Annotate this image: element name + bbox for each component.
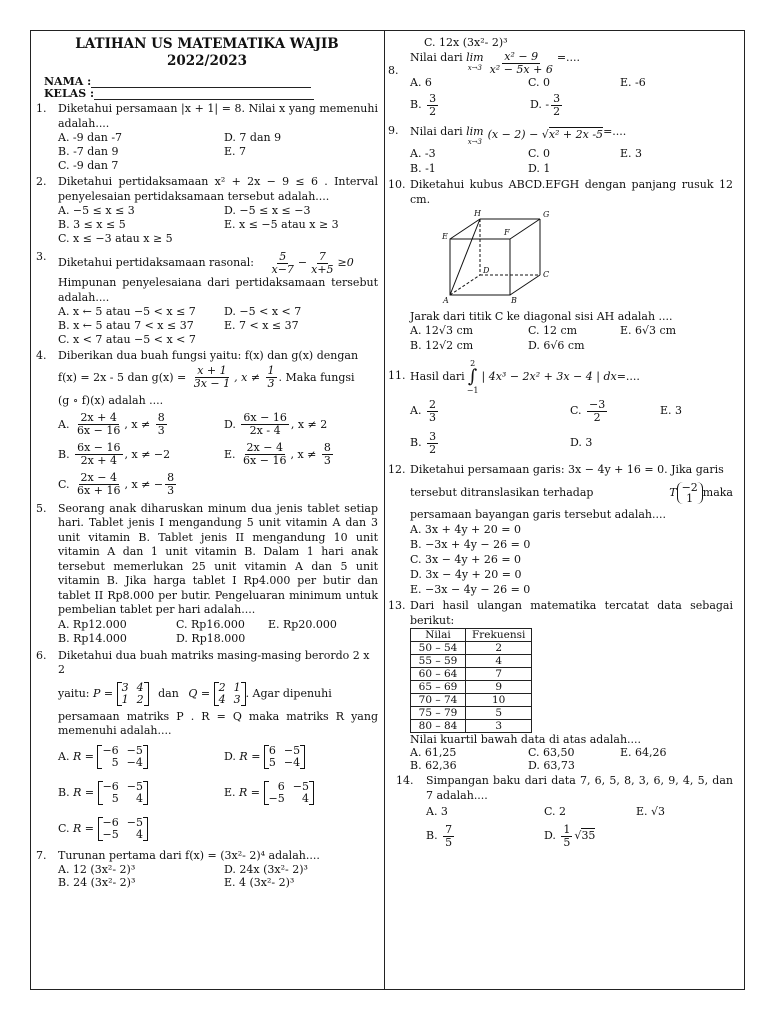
option[interactable]: E. 4 (3x²- 2)³ <box>224 876 295 889</box>
option[interactable]: C. $\frac{2x - 4}{6x + 16}$ , x ≠ − $\frac{8}{3}$ <box>58 471 175 497</box>
cube-label-h: H <box>474 209 481 218</box>
question-12: 12. Diketahui persamaan garis: 3x − 4y + 16 = 0. Jika garis tersebut ditranslasikan terhadap T −2 1 maka persamaan bayangan garis tersebut adalah.... A. 3x + 4y + 20 = 0 B. −3x + 4y − 26 = 0 C. 3x − 4y + 26 = 0 D. 3x − 4y + 20 = 0 E. −3x − 4y − 26 = 0 <box>388 463 733 596</box>
option[interactable]: E. 64,26 <box>620 746 667 759</box>
option[interactable]: C. x ≤ −3 atau x ≥ 5 <box>58 232 173 245</box>
table-row: 55 – 59 4 <box>411 655 532 668</box>
option[interactable]: E. -6 <box>620 75 646 89</box>
option[interactable]: E. √3 <box>636 805 666 818</box>
frequency-table <box>410 628 532 733</box>
option[interactable]: C. x < 7 atau −5 < x < 7 <box>58 333 196 346</box>
option[interactable]: B. −3x + 4y − 26 = 0 <box>410 538 531 551</box>
option[interactable]: D. 24x (3x²- 2)³ <box>224 863 308 876</box>
question-12-options <box>410 522 733 597</box>
option[interactable]: C. 12x (3x²- 2)³ <box>424 36 508 49</box>
question-9-options <box>410 147 733 176</box>
question-1: 1. Diketahui persamaan |x + 1| = 8. Nilai x yang memenuhi adalah.... A. -9 dan -7 D. 7 dan 9 B. -7 dan 9 E. 7 C. -9 dan 7 <box>36 102 378 172</box>
question-5-options <box>58 618 378 647</box>
option[interactable]: E. 3 <box>660 404 683 417</box>
table-row: 75 – 79 5 <box>411 707 532 720</box>
option[interactable]: E. x ≤ −5 atau x ≥ 3 <box>224 218 339 231</box>
option[interactable]: B. 12√2 cm <box>410 338 474 352</box>
question-9: 9. Nilai dari lim x→3 (x − 2) − √x² + 2x -5 =.... A. -3 C. 0 E. 3 B. -1 D. 1 <box>388 124 733 176</box>
question-2-options <box>58 204 378 246</box>
option[interactable]: A. $\frac{2}{3}$ <box>410 397 436 424</box>
option[interactable]: E. 7 < x ≤ 37 <box>224 319 299 332</box>
option[interactable]: E. 7 <box>224 145 247 158</box>
option[interactable]: C. $\frac{-3}{2}$ <box>570 397 606 424</box>
option[interactable]: A. R = −6 −5 5 −4 <box>58 739 224 775</box>
column-divider <box>384 30 385 990</box>
question-7-options <box>58 863 378 889</box>
question-6: 6. Diketahui dua buah matriks masing-masing berordo 2 x 2 yaitu: P = 3 4 1 2 dan Q = 2 1 4 3 . Agar dipenuhi persamaan matriks P . R = Q maka matriks R yang memenuhi adalah.... A. R = −6 −5 5 −4 D. R = 6 −5 5 −4 B. R = −6 −5 5 4 E. R = 6 −5 −5 4 C. R = −6 −5 −5 4 <box>36 649 378 847</box>
option[interactable]: C. 63,50 <box>528 746 575 759</box>
question-1-options <box>58 131 378 173</box>
option[interactable]: E. −3x − 4y − 26 = 0 <box>410 583 531 596</box>
right-column: C. 12x (3x²- 2)³ 8. Nilai dari lim x→3 $\frac{\text{x² − 9}}{\text{x² − 5x + 6}}$ =.... A. 6 C. 0 E. -6 B. $\frac{3}{2}$ D. - $\frac{3}{2}$ 9. Nilai dari lim x→3 (x − 2) − √x² + 2x -5 =.... A. -3 C. 0 E. 3 B. -1 D. 1 10. Diketahui kubus ABCD.EFGH dengan panjang rusuk 12 cm. H G E F D C A B Jarak dari titik C ke diagonal sisi AH adalah .... A. 12√3 cm C. 12 cm E. 6√3 cm B. 12√2 cm D. 6√6 cm 11. Hasil dari 2 ∫ −1 | 4x³ − 2x² + 3x − 4 | dx =.... A. $\frac{2}{3}$ C. $\frac{-3}{2}$ E. 3 B. $\frac{3}{2}$ D. 3 12. Diketahui persamaan garis: 3x − 4y + 16 = 0. Jika garis tersebut ditranslasikan terhadap T −2 1 maka persamaan bayangan garis tersebut adalah.... A. 3x + 4y + 20 = 0 B. −3x + 4y − 26 = 0 C. 3x − 4y + 26 = 0 D. 3x − 4y + 20 = 0 E. −3x − 4y − 26 = 0 13. Dari hasil ulangan matematika tercatat data sebagai berikut: Nilai Frekuensi 50 – 54 2 55 – 59 4 60 – 64 7 65 – 69 9 70 – 74 10 75 – 79 5 80 – 84 3 Nilai kuartil bawah data di atas adalah.... A. 61,25 C. 63,50 E. 64,26 B. 62,36 D. 63,73 14. Simpangan baku dari data 7, 6, 5, 8, 3, 6, 9, 4, 5, dan 7 adalah.... A. 3 C. 2 E. √3 B. $\frac{7}{5}$ D. $\frac{1}{5}$ √35 <box>388 36 733 851</box>
cube-label-f: F <box>504 228 510 237</box>
option[interactable]: B. x ← 5 atau 7 < x ≤ 37 <box>58 319 194 332</box>
cube-label-d: D <box>483 266 490 275</box>
page-year: 2022/2023 <box>166 53 248 69</box>
option[interactable]: A. 3x + 4y + 20 = 0 <box>410 523 521 536</box>
question-14-options <box>426 803 733 821</box>
option[interactable]: B. -7 dan 9 <box>58 145 119 158</box>
option[interactable]: A. 61,25 <box>410 746 457 759</box>
table-row: 65 – 69 9 <box>411 681 532 694</box>
table-header-row: Nilai Frekuensi <box>411 629 532 642</box>
option[interactable]: B. R = −6 −5 5 4 <box>58 775 224 811</box>
option[interactable]: C. 12 cm <box>528 324 578 337</box>
option[interactable]: A. $\frac{2x + 4}{6x - 16}$ , x ≠ $\frac{8}{3}$ <box>58 411 165 437</box>
option[interactable]: C. Rp16.000 <box>176 617 245 631</box>
option[interactable]: B. Rp14.000 <box>58 632 127 645</box>
option[interactable]: D. $\frac{6x - 16}{2x - 4}$ , x ≠ 2 <box>224 411 328 437</box>
question-14: 14. Simpangan baku dari data 7, 6, 5, 8, 3, 6, 9, 4, 5, dan 7 adalah.... A. 3 C. 2 E. √3 B. $\frac{7}{5}$ D. $\frac{1}{5}$ √35 <box>396 774 733 851</box>
question-10-options <box>410 324 733 353</box>
option[interactable]: D. 3x − 4y + 20 = 0 <box>410 568 522 581</box>
option[interactable]: B. 3 ≤ x ≤ 5 <box>58 218 126 231</box>
question-7: 7. Turunan pertama dari f(x) = (3x²- 2)⁴ adalah.... A. 12 (3x²- 2)³ D. 24x (3x²- 2)³ B. 24 (3x²- 2)³ E. 4 (3x²- 2)³ <box>36 849 378 890</box>
option[interactable]: A. 12√3 cm <box>410 324 474 337</box>
q3-inequality: $\frac{5}{x-7}$ − $\frac{7}{x+5}$ ≥0 <box>271 249 354 276</box>
option[interactable]: E. 6√3 cm <box>620 324 677 337</box>
option[interactable]: A. Rp12.000 <box>58 617 127 631</box>
option[interactable]: E. $\frac{2x - 4}{6x - 16}$ , x ≠ $\frac{8}{3}$ <box>224 441 331 467</box>
question-10: 10. Diketahui kubus ABCD.EFGH dengan panjang rusuk 12 cm. H G E F D C A B Jarak dari titik C ke diagonal sisi AH adalah .... A. 12√3 cm C. 12 cm E. 6√3 cm B. 12√2 cm D. 6√6 cm <box>388 178 733 352</box>
nama-field[interactable]: NAMA : <box>44 76 378 88</box>
page-title: LATIHAN US MATEMATIKA WAJIB <box>75 36 339 52</box>
question-11-options <box>410 395 733 459</box>
table-row: 60 – 64 7 <box>411 668 532 681</box>
option[interactable]: B. $\frac{6x - 16}{2x + 4}$ , x ≠ −2 <box>58 441 171 467</box>
cube-label-b: B <box>511 296 517 305</box>
option[interactable]: D. $\frac{1}{5}$ √35 <box>544 822 596 849</box>
option[interactable]: A. 6 <box>410 75 432 89</box>
option[interactable]: B. 62,36 <box>410 759 457 772</box>
question-8: 8. Nilai dari lim x→3 $\frac{\text{x² − 9}}{\text{x² − 5x + 6}}$ =.... A. 6 C. 0 E. -6 B. $\frac{3}{2}$ D. - $\frac{3}{2}$ <box>388 50 733 120</box>
option[interactable]: D. 6√6 cm <box>528 338 585 352</box>
option[interactable]: D. 1 <box>528 161 551 175</box>
question-4-options <box>58 410 378 500</box>
question-13-options <box>410 746 733 772</box>
question-3-options <box>58 305 378 347</box>
matrix-q: Q = 2 1 4 3 <box>188 687 245 700</box>
option[interactable]: D. −5 < x < 7 <box>224 305 302 318</box>
cube-label-a: A <box>443 296 449 305</box>
option[interactable]: B. $\frac{3}{2}$ <box>410 429 437 456</box>
cube-label-e: E <box>442 232 448 241</box>
option[interactable]: D. R = 6 −5 5 −4 <box>224 739 378 775</box>
option[interactable]: B. -1 <box>410 161 436 175</box>
option[interactable]: A. 3 <box>426 805 448 818</box>
table-row: 50 – 54 2 <box>411 642 532 655</box>
option[interactable]: E. R = 6 −5 −5 4 <box>224 775 378 811</box>
matrix-p: P = 3 4 1 2 <box>93 687 149 700</box>
option[interactable]: A. -3 <box>410 147 436 160</box>
cube-diagram <box>440 207 570 305</box>
question-13: 13. Dari hasil ulangan matematika tercatat data sebagai berikut: <box>388 599 733 627</box>
question-6-options <box>58 739 378 847</box>
option[interactable]: D. 3 <box>570 436 593 449</box>
option[interactable]: C. R = −6 −5 −5 4 <box>58 811 224 847</box>
cube-label-g: G <box>543 210 550 219</box>
option[interactable]: C. 0 <box>528 75 551 89</box>
table-row: 80 – 84 3 <box>411 720 532 733</box>
question-2: 2. Diketahui pertidaksamaan x² + 2x − 9 ≤ 6 . Interval penyelesaian pertidaksamaan tersebut adalah.... A. −5 ≤ x ≤ 3 D. −5 ≤ x ≤ −3 B. 3 ≤ x ≤ 5 E. x ≤ −5 atau x ≥ 3 C. x ≤ −3 atau x ≥ 5 <box>36 175 378 245</box>
option[interactable]: A. −5 ≤ x ≤ 3 <box>58 204 135 217</box>
option[interactable]: D. 63,73 <box>528 759 575 772</box>
question-3: 3. Diketahui pertidaksamaan rasonal: $\frac{5}{x-7}$ − $\frac{7}{x+5}$ ≥0 Himpunan penyelesaiana dari pertidaksamaan tersebut adalah.... A. x ← 5 atau −5 < x ≤ 7 D. −5 < x < 7 B. x ← 5 atau 7 < x ≤ 37 E. 7 < x ≤ 37 C. x < 7 atau −5 < x < 7 <box>36 249 378 346</box>
option[interactable]: D. −5 ≤ x ≤ −3 <box>224 204 311 217</box>
kelas-field[interactable]: KELAS : <box>44 88 378 100</box>
question-5: 5. Seorang anak diharuskan minum dua jenis tablet setiap hari. Tablet jenis I mengandung 5 unit vitamin A dan 3 unit vitamin B. Tablet jenis II mengandung 10 unit vitamin A dan 1 unit vitamin B. Dalam 1 hari anak tersebut memerlukan 25 unit vitamin A dan 5 unit vitamin B. Jika harga tablet I Rp4.000 per butir dan tablet II Rp8.000 per butir. Pengeluaran minimum untuk pembelian tablet per hari adalah.... A. Rp12.000 C. Rp16.000 E. Rp20.000 B. Rp14.000 D. Rp18.000 <box>36 501 378 645</box>
option[interactable]: A. x ← 5 atau −5 < x ≤ 7 <box>58 305 196 318</box>
option[interactable]: D. Rp18.000 <box>176 632 246 645</box>
option[interactable]: C. 0 <box>528 147 551 160</box>
option[interactable]: C. 2 <box>544 805 567 818</box>
option[interactable]: B. $\frac{7}{5}$ <box>426 822 453 849</box>
cube-label-c: C <box>543 270 550 279</box>
option[interactable]: C. -9 dan 7 <box>58 159 119 172</box>
option[interactable]: A. 12 (3x²- 2)³ <box>58 863 136 876</box>
option[interactable]: A. -9 dan -7 <box>58 131 123 144</box>
option[interactable]: C. 3x − 4y + 26 = 0 <box>410 553 522 566</box>
option[interactable]: D. - $\frac{3}{2}$ <box>530 91 561 118</box>
table-row: 70 – 74 10 <box>411 694 532 707</box>
option[interactable]: B. 24 (3x²- 2)³ <box>58 876 136 889</box>
question-8-options <box>410 76 733 91</box>
question-11: 11. Hasil dari 2 ∫ −1 | 4x³ − 2x² + 3x − 4 | dx =.... A. $\frac{2}{3}$ C. $\frac{-3}{2}$ E. 3 B. $\frac{3}{2}$ D. 3 <box>388 359 733 459</box>
option[interactable]: B. $\frac{3}{2}$ <box>410 91 437 118</box>
option[interactable]: E. Rp20.000 <box>268 617 337 631</box>
left-column <box>36 36 378 889</box>
question-4: 4. Diberikan dua buah fungsi yaitu: f(x) dan g(x) dengan f(x) = 2x - 5 dan g(x) = $\frac{x + 1}{3x - 1}$ , x ≠ $\frac{1}{3}$ . Maka fungsi (g ∘ f)(x) adalah .... A. $\frac{2x + 4}{6x - 16}$ , x ≠ $\frac{8}{3}$ D. $\frac{6x - 16}{2x - 4}$ , x ≠ 2 B. $\frac{6x - 16}{2x + 4}$ , x ≠ −2 E. $\frac{2x - 4}{6x - 16}$ , x ≠ $\frac{8}{3}$ C. $\frac{2x - 4}{6x + 16}$ , x ≠ − $\frac{8}{3}$ <box>36 349 378 500</box>
option[interactable]: E. 3 <box>620 147 643 160</box>
option[interactable]: D. 7 dan 9 <box>224 131 282 144</box>
